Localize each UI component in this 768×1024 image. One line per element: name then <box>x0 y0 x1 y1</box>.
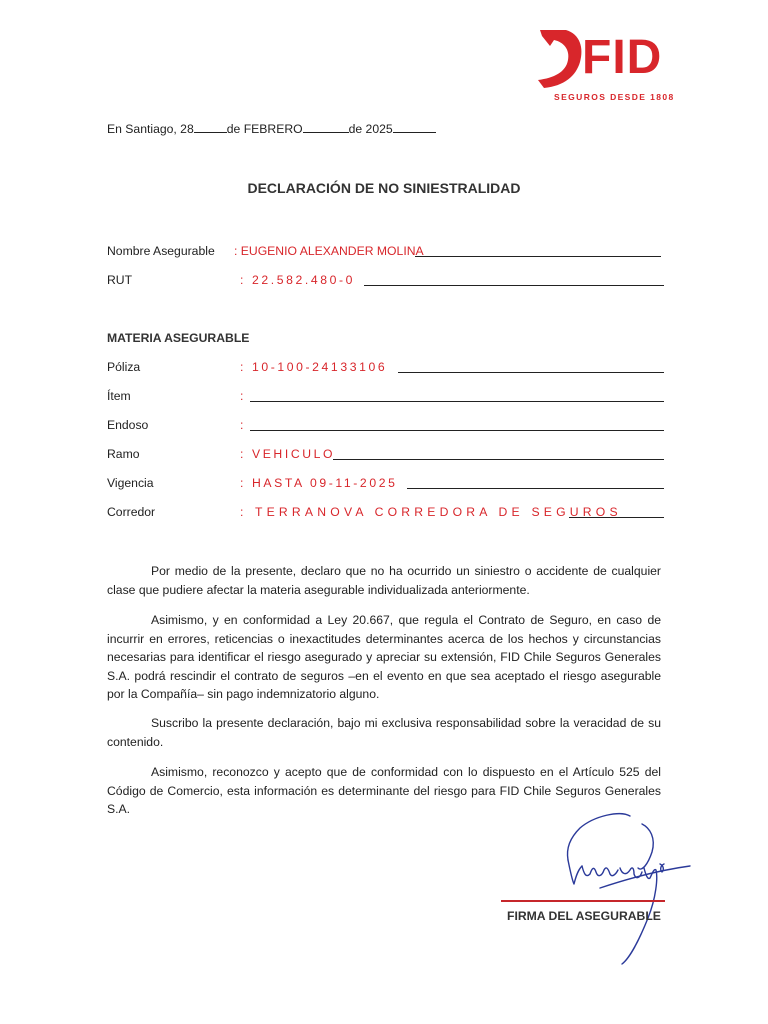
rut-value: : 22.582.480-0 <box>240 273 356 287</box>
rut-underline <box>364 273 664 286</box>
ramo-label: Ramo <box>107 447 140 461</box>
vigencia-underline <box>407 476 664 489</box>
date-year: de 2025 <box>348 122 393 136</box>
fid-logo-mark-icon <box>536 28 584 90</box>
paragraph-2: Asimismo, y en conformidad a Ley 20.667, que regula el Contrato de Seguro, en caso de incurrir en errores, reticencias o inexactitudes determinantes acerca de los hechos y circunstancias necesarias para identificar el riesgo asegurado y apreciar su extensión, FID Chile Seguros Generales S.A. podrá rescindir el contrato de seguros –en el evento en que sea aceptado el riesgo asegurable por la Compañía– sin pago indemnizatorio alguno. <box>107 613 661 702</box>
corredor-value: : TERRANOVA CORREDORA DE SEGUROS <box>240 505 622 519</box>
month-blank <box>303 121 349 133</box>
paragraph-3: Suscribo la presente declaración, bajo mi exclusiva responsabilidad sobre la veracidad de su contenido. <box>107 716 661 749</box>
ramo-underline <box>333 447 664 460</box>
date-month: de FEBRERO <box>226 122 303 136</box>
item-label: Ítem <box>107 389 131 403</box>
ramo-value: : VEHICULO <box>240 447 336 461</box>
paragraph-4: Asimismo, reconozco y acepto que de conformidad con lo dispuesto en el Artículo 525 del Código de Comercio, esta información es determinante del riesgo para FID Chile Seguros Generales S.A. <box>107 765 661 817</box>
handwritten-signature <box>560 808 700 968</box>
name-underline <box>415 244 661 257</box>
logo-wordmark: FID <box>582 31 663 84</box>
page-title: DECLARACIÓN DE NO SINIESTRALIDAD <box>247 180 521 196</box>
poliza-value: : 10-100-24133106 <box>240 360 388 374</box>
day-blank <box>194 121 227 133</box>
endoso-label: Endoso <box>107 418 149 432</box>
item-underline <box>250 389 664 402</box>
corredor-label: Corredor <box>107 505 156 519</box>
endoso-value: : <box>240 418 244 432</box>
name-label: Nombre Asegurable <box>107 244 215 258</box>
vigencia-label: Vigencia <box>107 476 154 490</box>
materia-heading: MATERIA ASEGURABLE <box>107 331 250 345</box>
paragraph-1: Por medio de la presente, declaro que no ha ocurrido un siniestro o accidente de cualquier clase que pudiere afectar la materia asegurable individualizada anteriormente. <box>107 564 661 597</box>
name-value: : EUGENIO ALEXANDER MOLINA <box>234 244 424 258</box>
poliza-label: Póliza <box>107 360 141 374</box>
date-prefix: En Santiago, 28 <box>107 122 194 136</box>
rut-label: RUT <box>107 273 133 287</box>
logo-tagline: SEGUROS DESDE 1808 <box>554 92 675 102</box>
year-blank <box>393 121 436 133</box>
endoso-underline <box>250 418 664 431</box>
fid-logo <box>536 26 706 110</box>
poliza-underline <box>398 360 664 373</box>
item-value: : <box>240 389 244 403</box>
signature-line <box>501 900 665 902</box>
vigencia-value: : HASTA 09-11-2025 <box>240 476 398 490</box>
date-line <box>107 121 436 136</box>
signature-label: FIRMA DEL ASEGURABLE <box>507 909 661 923</box>
corredor-underline <box>569 505 664 518</box>
